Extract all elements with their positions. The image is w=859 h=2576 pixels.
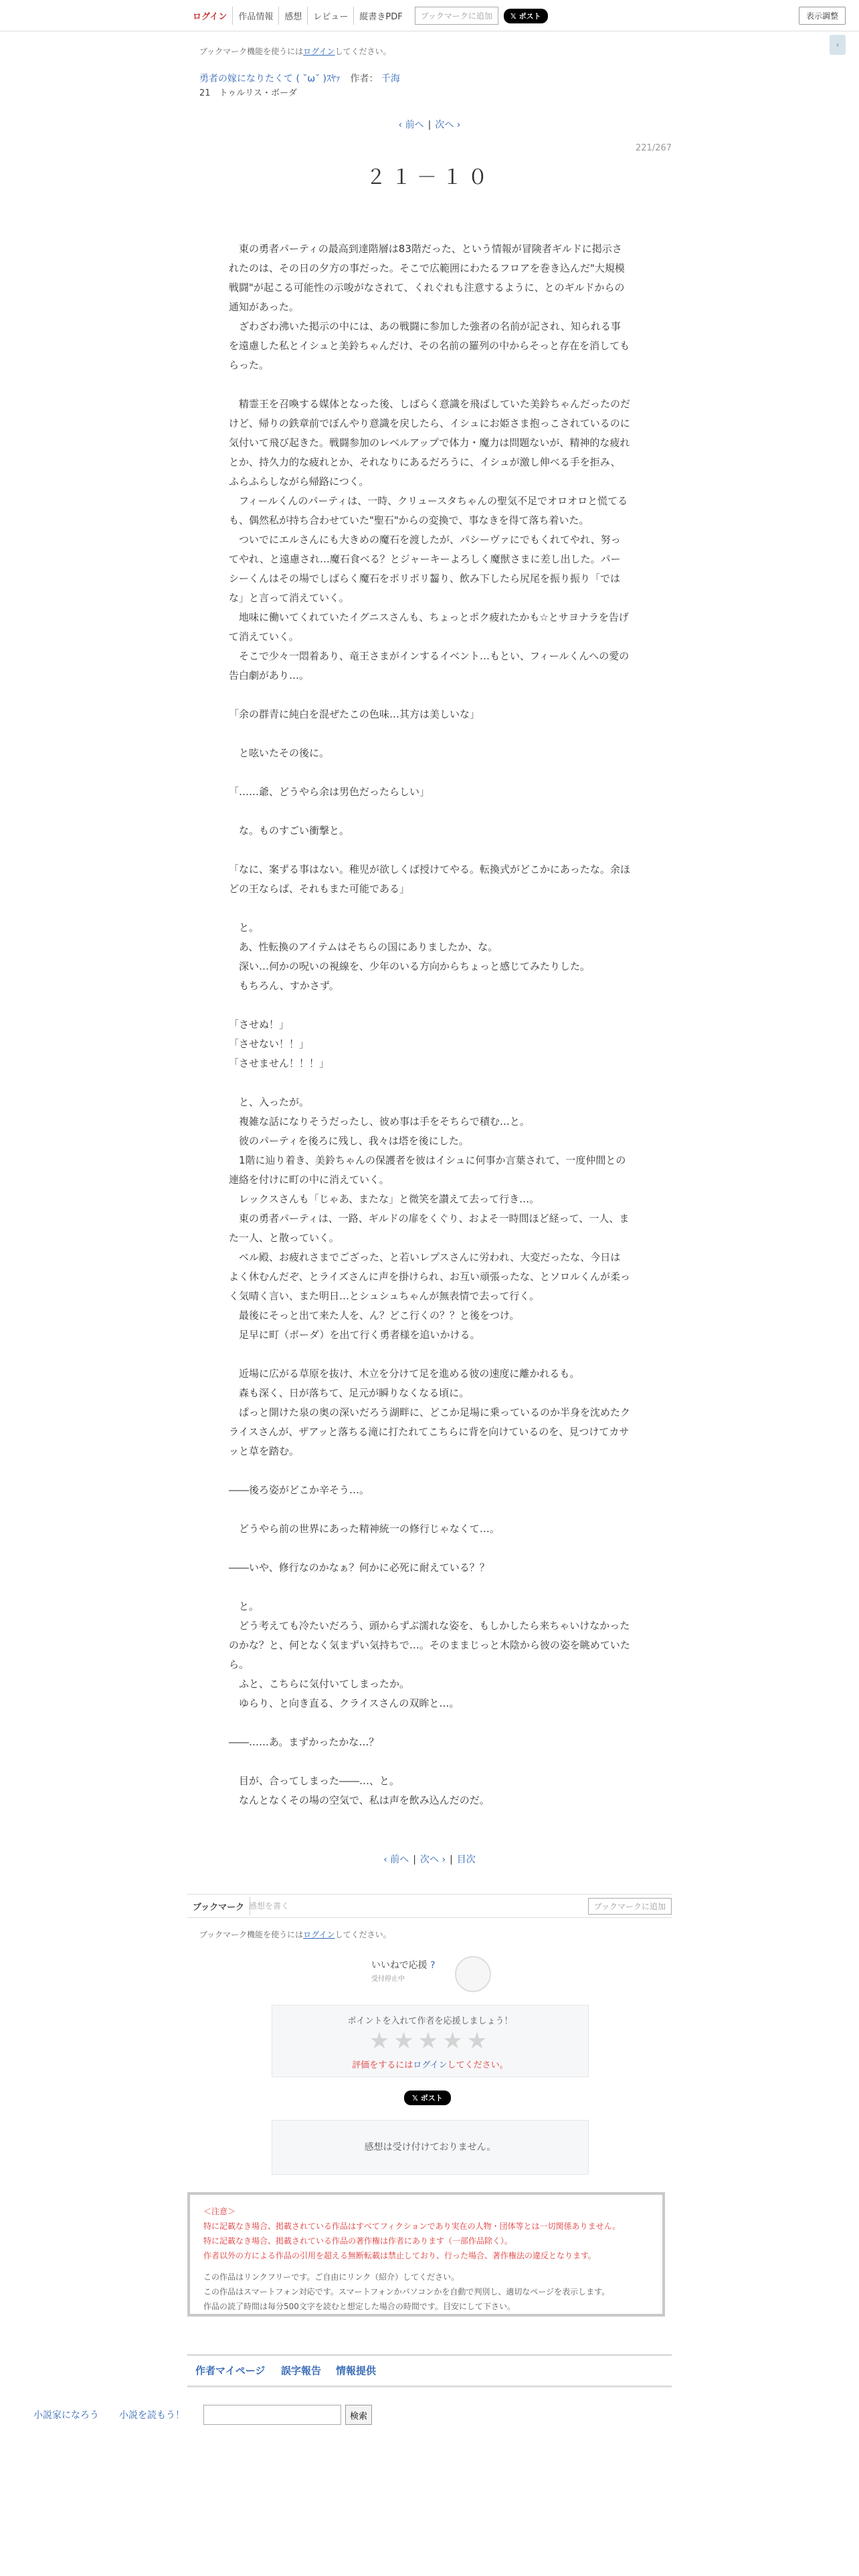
next-link-bottom[interactable]: 次へ › — [420, 1854, 446, 1865]
paragraph: どう考えても冷たいだろう、頭からずぶ濡れな姿を、もしかしたら来ちゃいけなかったのかな？と、何となく気まずい気持ちで…。そのままじっと木陰から彼の姿を眺めていたら。 — [229, 1620, 630, 1671]
bookmark-button[interactable]: ブックマーク — [187, 1897, 250, 1915]
paragraph: ざわざわ沸いた掲示の中には、あの戦闘に参加した強者の名前が記され、知られる事を遠慮した私とイシュと美鈴ちゃんだけ、その名前の羅列の中からそっと存在を消してもらった。 — [229, 320, 630, 371]
paragraph: ――……あ。まずかったかな…？ — [229, 1736, 379, 1748]
notice-post: してください。 — [335, 47, 391, 56]
nav-work-info[interactable]: 作品情報 — [233, 7, 279, 25]
rating-stars[interactable]: ★★★★★ — [369, 2028, 492, 2054]
info-provide-link[interactable]: 情報提供 — [336, 2365, 377, 2377]
bookmark-notice-top — [199, 45, 391, 57]
paragraph: 「させぬ！」 — [229, 1018, 290, 1031]
x-post-button-bottom[interactable]: 𝕏 ポスト — [404, 2090, 451, 2105]
bookmark-add-button-top[interactable]: ブックマークに追加 — [415, 7, 498, 25]
site-link-yomou[interactable]: 小説を読もう！ — [119, 2410, 185, 2421]
site-link-narou[interactable]: 小説家になろう — [33, 2410, 99, 2421]
toc-link[interactable]: 目次 — [456, 1854, 476, 1865]
paragraph: ふと、こちらに気付いてしまったか。 — [229, 1678, 410, 1690]
caution-line: この作品はリンクフリーです。ご自由にリンク（紹介）してください。 — [203, 2272, 460, 2282]
paragraph-gap — [229, 1752, 630, 1772]
paragraph: 地味に働いてくれていたイグニスさんも、ちょっとポク疲れたかも☆とサヨナラを告げて消えていく。 — [229, 611, 629, 643]
prev-link-bottom[interactable]: ‹ 前へ — [383, 1854, 409, 1865]
paragraph-gap — [229, 841, 630, 860]
caution-line: 作品の読了時間は毎分500文字を読むと想定した場合の時間です。目安にして下さい。 — [203, 2302, 515, 2311]
paragraph: もちろん、すかさず。 — [229, 980, 339, 992]
paragraph: ゆらり、と向き直る、クライスさんの双眸と…。 — [229, 1697, 460, 1709]
caution-line: 作者以外の方による作品の引用を超える無断転載は禁止しており、行った場合、著作権法の違反となります。 — [203, 2251, 597, 2260]
paragraph: 「させません！！！」 — [229, 1057, 330, 1069]
footer-links — [187, 2354, 672, 2387]
rating-title: ポイントを入れて作者を応援しましょう！ — [347, 2016, 513, 2026]
paragraph: な。ものすごい衝撃と。 — [229, 825, 350, 837]
paragraph: 森も深く、日が落ちて、足元が瞬りなくなる頃に。 — [229, 1387, 470, 1399]
paragraph: と。 — [229, 922, 260, 934]
pager-top: ‹ 前へ | 次へ › — [398, 120, 461, 130]
bookmark-add-button-bottom[interactable]: ブックマークに追加 — [588, 1898, 672, 1915]
paragraph: あ、性転換のアイテムはそちらの国にありましたか、な。 — [229, 941, 498, 953]
paragraph: 「余の群青に純白を混ぜたこの色味…其方は美しいな」 — [229, 708, 480, 720]
rating-login-link[interactable]: ログイン — [413, 2060, 448, 2070]
nav-impressions[interactable]: 感想 — [279, 7, 308, 25]
paragraph-gap — [229, 1073, 630, 1093]
rating-box — [272, 2005, 589, 2077]
paragraph-gap — [229, 375, 630, 395]
paragraph: 東の勇者パーティの最高到達階層は83階だった、という情報が冒険者ギルドに掲示されたのは、その日の夕方の事だった。そこで広範囲にわたるフロアを巻き込んだ"大規模戦闘"が起こる可能性の示唆がなされて、くれぐれも注意するように、とのギルドからの通知があった。 — [229, 243, 625, 313]
paragraph: なんとなくその場の空気で、私は声を飲み込んだのだ。 — [229, 1794, 490, 1806]
paragraph: 深い…何かの呪いの視線を、少年のいる方向からちょっと感じてみたりした。 — [229, 960, 591, 972]
search-input[interactable] — [203, 2405, 341, 2425]
paragraph: 複雑な話になりそうだったし、彼め事は手をそちらで積む…と。 — [229, 1115, 530, 1128]
like-help-icon[interactable]: ? — [430, 1960, 436, 1971]
paragraph-gap — [229, 685, 630, 705]
series-title-link[interactable]: 勇者の嫁になりたくて ( ˘ω˘ )ｽﾔｧ — [199, 74, 341, 84]
paragraph-gap — [229, 1461, 630, 1481]
notice-login-link[interactable]: ログイン — [303, 47, 335, 56]
paragraph: 1階に辿り着き、美鈴ちゃんの保護者を彼はイシュに何事か言葉されて、一度仲間との連絡を付けに町の中に消えていく。 — [229, 1154, 626, 1186]
paragraph-gap — [229, 1539, 630, 1558]
top-nav — [187, 7, 548, 25]
notice-login-link-bottom[interactable]: ログイン — [303, 1930, 335, 1939]
like-label — [371, 1958, 436, 1971]
x-post-button-top[interactable]: 𝕏 ポスト — [504, 9, 548, 23]
paragraph-gap — [229, 1345, 630, 1364]
paragraph-gap — [229, 802, 630, 821]
search-button[interactable]: 検索 — [345, 2405, 372, 2425]
rating-login-notice — [272, 2058, 588, 2070]
notice-pre-bottom: ブックマーク機能を使うには — [199, 1930, 304, 1939]
paragraph: そこで少々一悶着あり、竜王さまがインするイベント…もとい、フィールくんへの愛の告白劇があり…。 — [229, 650, 630, 681]
caution-head: ＜注意＞ — [203, 2207, 236, 2216]
like-status: 受付停止中 — [371, 1975, 405, 1983]
paragraph: 近場に広がる草原を抜け、木立を分けて足を進める彼の速度に離かれるも。 — [229, 1368, 580, 1380]
site-bar — [33, 2405, 372, 2425]
chapter-label: 21 トゥルリス・ボーダ — [199, 88, 297, 98]
caution-line: 特に記載なき場合、掲載されている作品はすべてフィクションであり実在の人物・団体等とは一切関係ありません。 — [203, 2222, 621, 2231]
caution-line: この作品はスマートフォン対応です。スマートフォンかパソコンかを自動で判別し、適切なページを表示します。 — [203, 2287, 610, 2296]
author-link[interactable]: 千海 — [381, 74, 400, 84]
paragraph: どうやら前の世界にあった精神統一の修行じゃなくて…。 — [229, 1523, 500, 1535]
paragraph-gap — [229, 1713, 630, 1733]
paragraph: と。 — [229, 1600, 260, 1612]
bookmark-notice-bottom — [199, 1929, 391, 1940]
paragraph: ついでにエルさんにも大きめの魔石を渡したが、パシーヴァにでもくれてやれ、努ってやれ、と遠慮され…魔石食べる？とジャーキーよろしく魔獣さまに差し出した。パーシーくんはその場でしばらく魔石をポリポリ齧り、飲み下したら尻尾を振り振り「ではな」と言って消えていく。 — [229, 534, 621, 604]
paragraph: ぱっと開けた泉の奥の深いだろう湖畔に、どこか足場に乗っているのか半身を沈めたクライスさんが、ザアッと落ちる滝に打たれてこちらに背を向けているのを、見つけてカサッと草を踏む。 — [229, 1406, 631, 1457]
paragraph-gap — [229, 1500, 630, 1519]
write-impression-link[interactable]: 感想を書く — [249, 1901, 290, 1911]
top-bar — [0, 0, 859, 31]
paragraph-gap — [229, 899, 630, 918]
pager-bottom: ‹ 前へ | 次へ › | 目次 — [383, 1854, 476, 1865]
paragraph: レックスさんも「じゃあ、またな」と微笑を讃えて去って行き…。 — [229, 1193, 540, 1205]
side-collapse-tab[interactable]: ‹ — [830, 35, 846, 55]
prev-link-top[interactable]: ‹ 前へ — [398, 120, 424, 130]
paragraph: と呟いたその後に。 — [229, 747, 330, 759]
paragraph: 「なに、案ずる事はない。稚児が欲しくば授けてやる。転換式がどこかにあったな。余ほどの王ならば、それもまた可能である」 — [229, 863, 630, 895]
notice-post-bottom: してください。 — [335, 1930, 391, 1939]
next-link-top[interactable]: 次へ › — [435, 120, 461, 130]
like-text: いいねで応援 — [371, 1960, 427, 1971]
paragraph: 足早に町（ボーダ）を出て行く勇者様を追いかける。 — [229, 1329, 480, 1341]
nav-reviews[interactable]: レビュー — [308, 7, 354, 25]
paragraph: 最後にそっと出て来た人を、ん？どこ行くの？？と後をつけ。 — [229, 1309, 520, 1321]
chapter-title: ２１－１０ — [366, 166, 493, 189]
paragraph: 精霊王を召喚する媒体となった後、しばらく意識を飛ばしていた美鈴ちゃんだったのだけど、帰りの鉄章前でぼんやり意識を戻したら、イシュにお姫さま抱っこされているのに気付いて飛び起きた。戦闘参加のレベルアップで体力・魔力は問題ないが、精神的な疲れとか、持久力的な疲れとか、それなりにあるだろうに、イシュが激し伸べる手を拒み、ふらふらしながら帰路につく。 — [229, 398, 631, 488]
typo-report-link[interactable]: 誤字報告 — [281, 2365, 322, 2377]
rating-pre: 評価をするには — [352, 2060, 413, 2070]
nav-login[interactable]: ログイン — [187, 7, 233, 25]
paragraph: 「させない！！」 — [229, 1038, 310, 1050]
author-label: 作者： — [350, 74, 379, 84]
paragraph-gap — [229, 996, 630, 1015]
display-settings-button[interactable]: 表示調整 — [799, 7, 846, 25]
paragraph: 東の勇者パーティは、一路、ギルドの扉をくぐり、およそ一時間ほど経って、一人、また一人、と散っていく。 — [229, 1212, 630, 1244]
bottom-bookmark-bar — [187, 1894, 672, 1918]
rating-post: してください。 — [447, 2060, 508, 2070]
paragraph-gap — [229, 724, 630, 744]
series-info — [199, 72, 400, 85]
paragraph: ベル殿、お疲れさまでござった、と若いレプスさんに労われ、大変だったな、今日はよく休むんだぞ、とライズさんに声を掛けられ、お互い頑張ったな、とソロルくんが柔っく気晴く言い、また明日…とシュシュちゃんが無表情で去って行く。 — [229, 1251, 631, 1302]
caution-line: 特に記載なき場合、掲載されている作品の著作権は作者にあります（一部作品除く）。 — [203, 2236, 513, 2246]
like-icon[interactable] — [455, 1956, 491, 1992]
nav-vertical-pdf[interactable]: 縦書きPDF — [359, 12, 403, 22]
author-mypage-link[interactable]: 作者マイページ — [195, 2365, 266, 2377]
impression-box: 感想は受け付けておりません。 — [272, 2120, 589, 2175]
novel-body — [229, 239, 630, 1810]
page-counter: 221/267 — [636, 143, 672, 153]
notice-pre: ブックマーク機能を使うには — [199, 47, 304, 56]
paragraph: 「……爺、どうやら余は男色だったらしい」 — [229, 786, 430, 798]
paragraph: 目が、合ってしまった――…、と。 — [229, 1775, 400, 1787]
paragraph-gap — [229, 763, 630, 782]
paragraph: フィールくんのパーティは、一時、クリュースタちゃんの聖気不足でオロオロと慌てるも、偶然私が持ち合わせていた"聖石"からの変換で、事なきを得て落ち着いた。 — [229, 495, 628, 526]
paragraph: ――いや、修行なのかなぁ？何かに必死に耐えている？？ — [229, 1562, 490, 1574]
paragraph: 彼のパーティを後ろに残し、我々は塔を後にした。 — [229, 1135, 469, 1147]
paragraph-gap — [229, 1578, 630, 1597]
paragraph: と、入ったが。 — [229, 1096, 310, 1108]
paragraph: ――後ろ姿がどこか辛そう…。 — [229, 1484, 370, 1496]
caution-box — [187, 2192, 665, 2317]
